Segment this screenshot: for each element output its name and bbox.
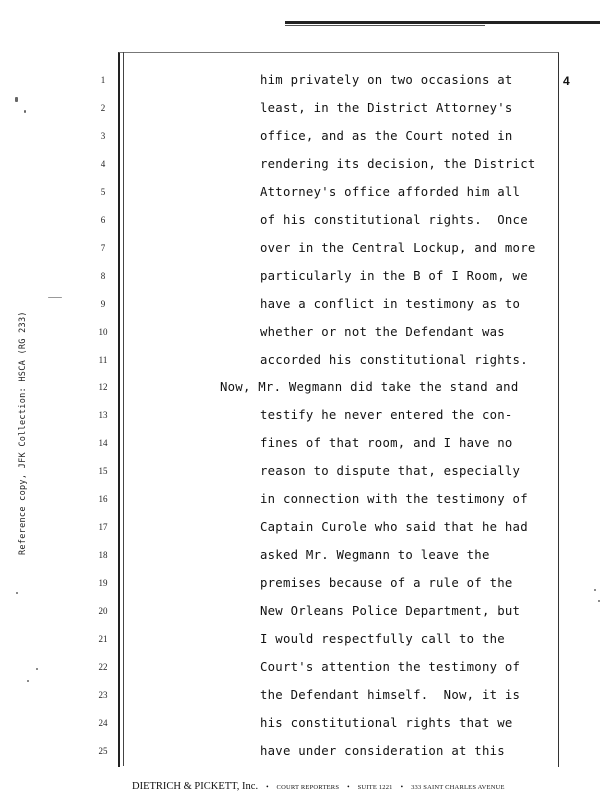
scan-speck: [16, 592, 18, 594]
line-number: 19: [98, 578, 108, 589]
transcript-line: reason to dispute that, especially: [260, 464, 521, 479]
transcript-line: the Defendant himself. Now, it is: [260, 687, 521, 702]
line-number: 25: [98, 745, 108, 756]
scan-speck: [598, 600, 600, 602]
line-number: 5: [100, 186, 106, 197]
line-number: 15: [98, 466, 108, 477]
line-number: 8: [100, 270, 106, 281]
top-rule-thin: [285, 25, 485, 26]
transcript-line: Court's attention the testimony of: [260, 659, 521, 674]
line-number: 24: [98, 717, 108, 728]
footer-role: COURT REPORTERS: [276, 784, 340, 791]
scan-speck: [15, 97, 18, 102]
top-rule: [285, 21, 600, 24]
footer-address: 333 SAINT CHARLES AVENUE: [411, 784, 505, 791]
line-number: 22: [98, 661, 108, 672]
footer-separator: •: [400, 783, 404, 791]
transcript-line: Now, Mr. Wegmann did take the stand and: [220, 380, 519, 395]
transcript-line: rendering its decision, the District: [260, 156, 536, 171]
transcript-line: have a conflict in testimony as to: [260, 296, 521, 311]
line-number: 2: [100, 102, 106, 113]
transcript-line: accorded his constitutional rights.: [260, 352, 528, 367]
transcript-frame-inner-rule: [123, 52, 124, 766]
transcript-line: have under consideration at this: [260, 743, 505, 758]
line-number: 11: [98, 354, 108, 365]
line-number: 16: [98, 494, 108, 505]
footer-separator: •: [347, 783, 350, 791]
line-number: 7: [100, 242, 106, 253]
line-number: 14: [98, 438, 108, 449]
transcript-line: New Orleans Police Department, but: [260, 604, 521, 619]
transcript-line: fines of that room, and I have no: [260, 436, 513, 451]
transcript-line: testify he never entered the con-: [260, 408, 513, 423]
footer-suite: SUITE 1221: [357, 784, 393, 791]
line-number: 9: [100, 298, 106, 309]
transcript-line: particularly in the B of I Room, we: [260, 268, 528, 283]
line-number: 17: [98, 522, 108, 533]
line-number: 20: [98, 606, 108, 617]
page-number: 4: [563, 74, 570, 88]
scan-speck: [36, 668, 38, 670]
line-number: 13: [98, 410, 108, 421]
transcript-line: of his constitutional rights. Once: [260, 212, 528, 227]
scan-speck: [24, 110, 26, 113]
footer-firm: DIETRICH & PICKETT, Inc.: [132, 781, 259, 792]
line-number: 10: [98, 326, 108, 337]
transcript-line: over in the Central Lockup, and more: [260, 240, 536, 255]
footer: [132, 776, 505, 794]
transcript-line: in connection with the testimony of: [260, 492, 528, 507]
line-number: 6: [100, 214, 106, 225]
line-number: 23: [98, 689, 108, 700]
scan-speck: [594, 589, 596, 591]
line-number: 4: [100, 158, 106, 169]
transcript-line: asked Mr. Wegmann to leave the: [260, 548, 490, 563]
scan-speck: [48, 297, 62, 298]
line-number: 21: [98, 634, 108, 644]
transcript-line: premises because of a rule of the: [260, 576, 513, 591]
transcript-line: least, in the District Attorney's: [260, 100, 513, 115]
transcript-line: Attorney's office afforded him all: [260, 184, 521, 199]
line-number: 18: [98, 550, 108, 561]
archive-reference-note: Reference copy, JFK Collection: HSCA (RG 233): [18, 311, 28, 555]
line-number: 12: [98, 382, 108, 393]
line-number: 1: [100, 75, 106, 85]
transcript-line: Captain Curole who said that he had: [260, 520, 528, 535]
transcript-line: I would respectfully call to the: [260, 632, 505, 646]
transcript-line: his constitutional rights that we: [260, 715, 513, 730]
line-number: 3: [100, 130, 106, 141]
transcript-line: him privately on two occasions at: [260, 73, 513, 87]
transcript-line: whether or not the Defendant was: [260, 324, 505, 339]
footer-separator: •: [266, 783, 269, 791]
scan-speck: [27, 680, 29, 682]
transcript-line: office, and as the Court noted in: [260, 128, 513, 143]
